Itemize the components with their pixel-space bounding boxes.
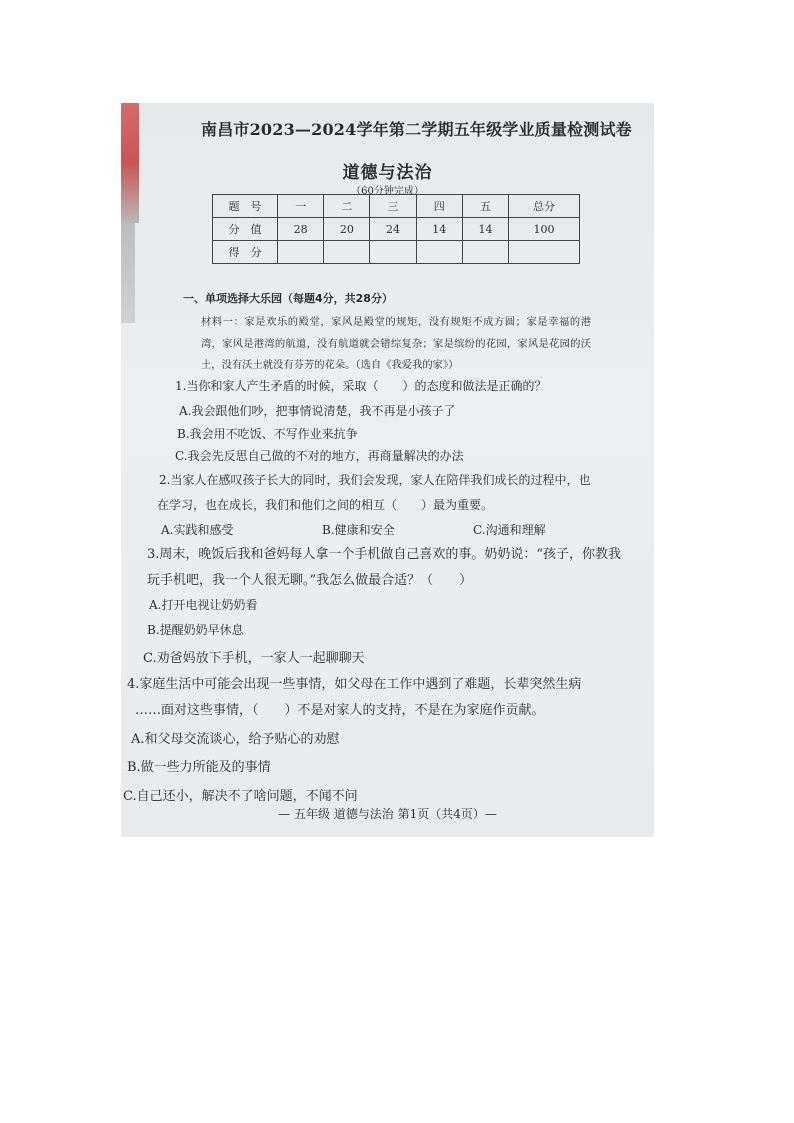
score-input-cell[interactable] (278, 241, 324, 264)
time-note: （60分钟完成） (351, 186, 424, 197)
material-passage (179, 312, 591, 377)
section-heading: 一、单项选择大乐园（每题4分，共28分） (183, 292, 393, 305)
exam-page (121, 103, 654, 837)
q4-option-b: B.做一些力所能及的事情 (127, 760, 271, 775)
q4-option-a: A.和父母交流谈心，给予贴心的劝慰 (131, 732, 340, 747)
page-footer: — 五年级 道德与法治 第1页（共4页）— (278, 807, 497, 821)
table-cell: 分 值 (213, 218, 278, 241)
table-cell: 得 分 (213, 241, 278, 264)
table-cell: 题 号 (213, 195, 278, 218)
q2-option-c: C.沟通和理解 (473, 523, 546, 537)
q3-option-a: A.打开电视让奶奶看 (149, 598, 258, 612)
table-cell: 20 (324, 218, 370, 241)
score-input-cell[interactable] (462, 241, 508, 264)
score-input-cell[interactable] (370, 241, 416, 264)
material-text: 材料一：家是欢乐的殿堂，家风是殿堂的规矩，没有规矩不成方圆；家是幸福的港湾，家风是港湾的航道，没有航道就会错综复杂；家是缤纷的花园，家风是花园的沃土，没有沃土就没有芬芳的花朵。（选自《我爱我的家》） (201, 316, 591, 371)
q4-stem-line1: 4.家庭生活中可能会出现一些事情，如父母在工作中遇到了难题，长辈突然生病 (127, 677, 582, 692)
q4-stem-line2: ……面对这些事情，（ ）不是对家人的支持，不是在为家庭作贡献。 (135, 703, 545, 718)
table-cell: 五 (462, 195, 508, 218)
table-cell: 14 (416, 218, 462, 241)
score-table (212, 194, 580, 264)
table-cell: 一 (278, 195, 324, 218)
q3-option-c: C.劝爸妈放下手机，一家人一起聊聊天 (143, 651, 365, 666)
score-input-cell[interactable] (416, 241, 462, 264)
table-cell: 总分 (509, 195, 580, 218)
table-cell: 二 (324, 195, 370, 218)
score-table-header-row (213, 195, 580, 218)
q2-stem-line1: 2.当家人在感叹孩子长大的同时，我们会发现，家人在陪伴我们成长的过程中，也 (159, 473, 591, 487)
table-cell: 三 (370, 195, 416, 218)
exam-subject: 道德与法治 (342, 163, 433, 183)
score-input-cell[interactable] (509, 241, 580, 264)
q3-stem-line1: 3.周末，晚饭后我和爸妈每人拿一个手机做自己喜欢的事。奶奶说：“孩子，你教我 (147, 547, 622, 562)
q4-option-c: C.自己还小，解决不了啥问题，不闻不问 (123, 789, 358, 804)
score-table-score-row (213, 241, 580, 264)
q1-option-b: B.我会用不吃饭、不写作业来抗争 (177, 427, 358, 441)
score-table-value-row (213, 218, 580, 241)
table-cell: 100 (509, 218, 580, 241)
exam-title: 南昌市2023—2024学年第二学期五年级学业质量检测试卷 (201, 120, 632, 139)
q3-stem-line2: 玩手机吧，我一个人很无聊。”我怎么做最合适？（ ） (147, 573, 473, 588)
q2-option-b: B.健康和安全 (322, 523, 395, 537)
table-cell: 24 (370, 218, 416, 241)
q1-stem: 1.当你和家人产生矛盾的时候，采取（ ）的态度和做法是正确的？ (175, 379, 547, 393)
q1-option-c: C.我会先反思自己做的不对的地方，再商量解决的办法 (175, 449, 464, 463)
score-input-cell[interactable] (324, 241, 370, 264)
table-cell: 四 (416, 195, 462, 218)
q1-option-a: A.我会跟他们吵，把事情说清楚，我不再是小孩子了 (179, 404, 456, 418)
table-cell: 28 (278, 218, 324, 241)
q3-option-b: B.提醒奶奶早休息 (147, 623, 244, 637)
table-cell: 14 (462, 218, 508, 241)
q2-stem-line2: 在学习，也在成长，我们和他们之间的相互（ ）最为重要。 (157, 498, 494, 512)
q2-option-a: A.实践和感受 (161, 523, 234, 537)
exam-photo (121, 103, 654, 837)
